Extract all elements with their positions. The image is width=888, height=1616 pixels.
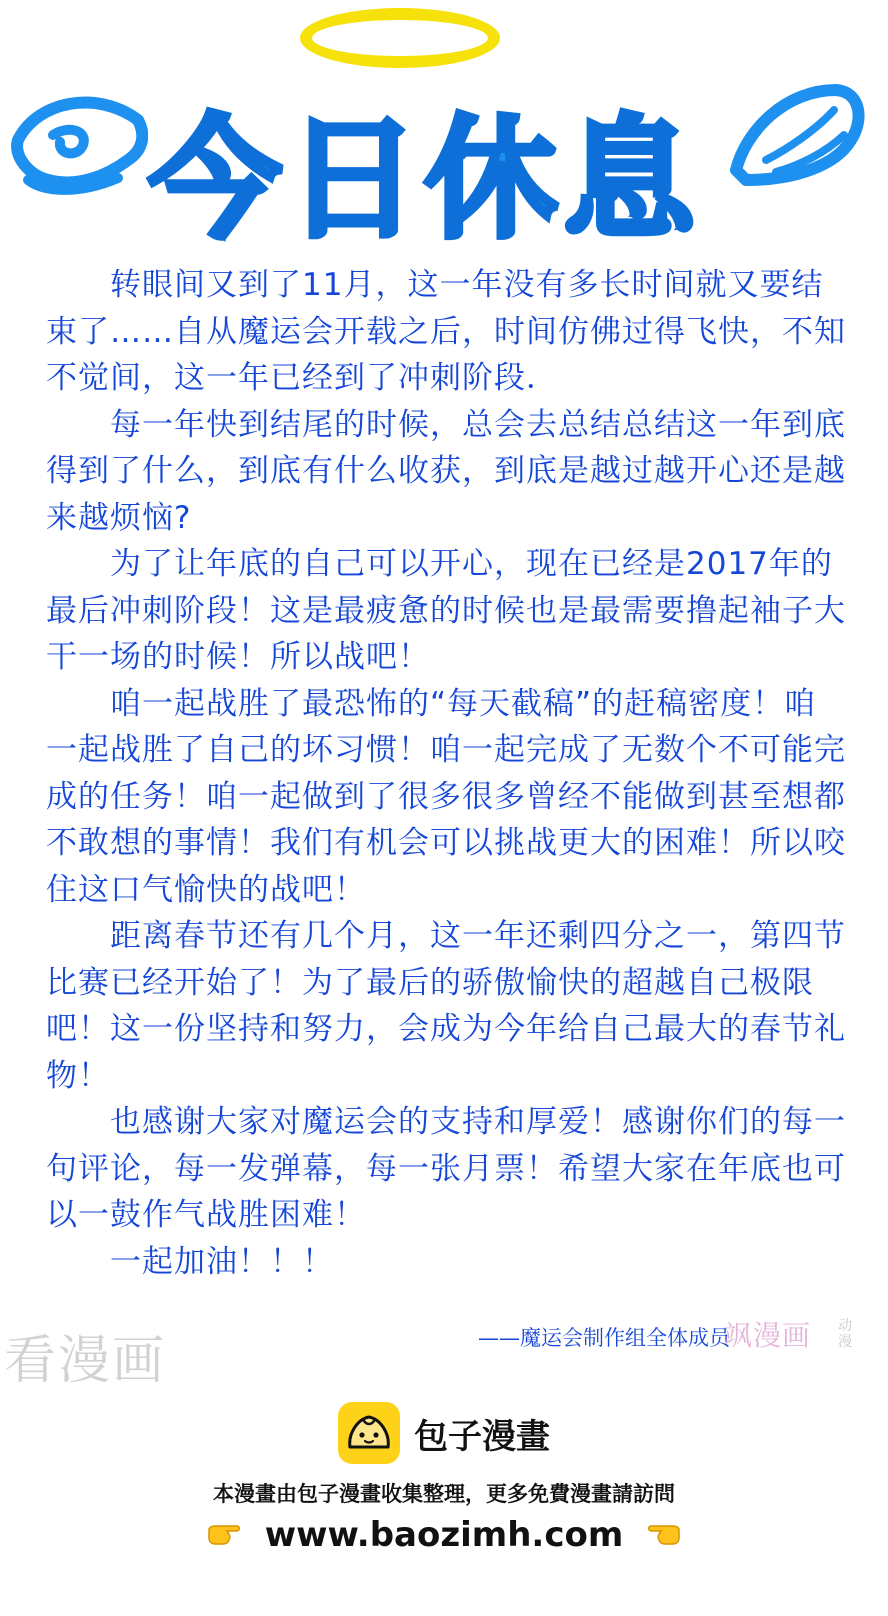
paragraph: 转眼间又到了11月，这一年没有多长时间就又要结束了……自从魔运会开载之后，时间仿佛过得飞快，不知不觉间，这一年已经到了冲刺阶段． bbox=[46, 267, 846, 396]
watermark-left: 看漫画 bbox=[4, 1331, 167, 1391]
paragraph: 咱一起战胜了最恐怖的“每天截稿”的赶稿密度！咱一起战胜了自己的坏习惯！咱一起完成了无数个不可能完成的任务！咱一起做到了很多很多曾经不能做到甚至想都不敢想的事情！我们有机会可以挑战更大的困难！所以咬住这口气愉快的战吧！ bbox=[46, 685, 846, 908]
brand-bar[interactable] bbox=[0, 1398, 888, 1468]
wing-right-icon bbox=[726, 80, 866, 200]
pointing-hand-right-icon bbox=[205, 1520, 249, 1550]
paragraph: 每一年快到结尾的时候，总会去总结总结这一年到底得到了什么，到底有什么收获，到底是越过越开心还是越来越烦恼? bbox=[46, 406, 846, 536]
url-row[interactable] bbox=[0, 1510, 888, 1560]
paragraph: 也感谢大家对魔运会的支持和厚爱！感谢你们的每一句评论，每一发弹幕，每一张月票！希望大家在年底也可以一鼓作气战胜困难！ bbox=[46, 1104, 846, 1233]
halo-icon bbox=[300, 8, 500, 68]
announcement-text bbox=[46, 262, 846, 1285]
bun-logo-icon[interactable] bbox=[338, 1402, 400, 1464]
paragraph: 为了让年底的自己可以开心，现在已经是2017年的最后冲刺阶段！这是最疲惫的时候也是最需要撸起袖子大干一场的时候！所以战吧！ bbox=[46, 546, 846, 675]
watermark-right: 飒漫画 bbox=[724, 1319, 812, 1352]
site-url-link[interactable]: www.baozimh.com bbox=[264, 1515, 624, 1555]
paragraph: 距离春节还有几个月，这一年还剩四分之一，第四节比赛已经开始了！为了最后的骄傲愉快的超越自己极限吧！这一份坚持和努力，会成为今年给自己最大的春节礼物！ bbox=[46, 918, 846, 1094]
pointing-hand-left-icon bbox=[639, 1520, 683, 1550]
brand-name[interactable]: 包子漫畫 bbox=[414, 1416, 550, 1457]
watermark-right-small: 动漫 bbox=[838, 1318, 852, 1350]
paragraph: 一起加油！！！ bbox=[110, 1243, 334, 1280]
signature: ——魔运会制作组全体成员 bbox=[478, 1326, 730, 1350]
notice-text: 本漫畫由包子漫畫收集整理，更多免費漫畫請訪問 bbox=[213, 1482, 675, 1506]
page-title: 今日休息 bbox=[149, 103, 701, 257]
